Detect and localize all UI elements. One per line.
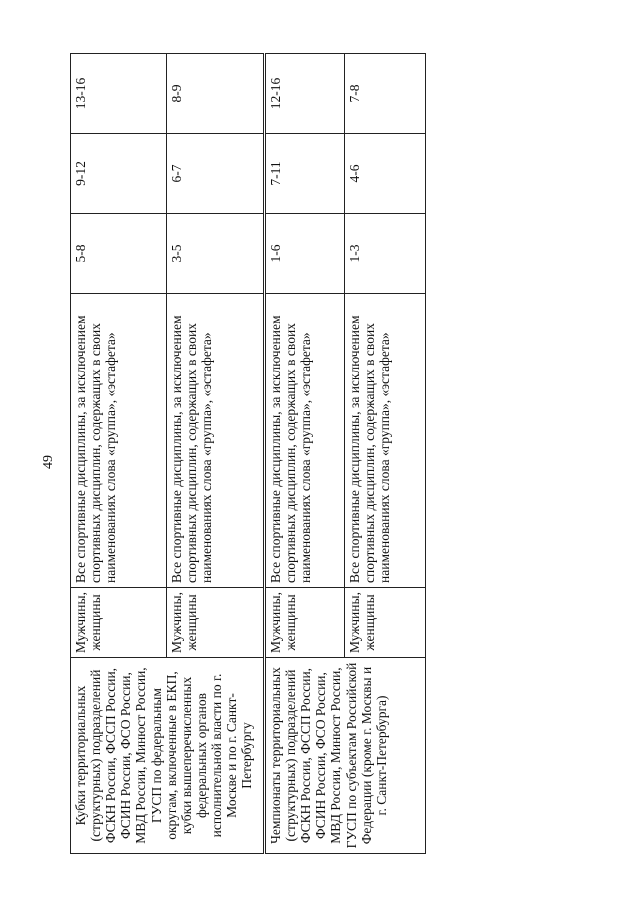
place-range-cell: 3-5 (167, 214, 265, 294)
table-row (71, 54, 167, 854)
gender-cell: Мужчины, женщины (167, 588, 265, 658)
discipline-cell: Все спортивные дисциплины, за исключением спортивных дисциплин, содержащих в своих наименованиях слова «группа», «эстафета» (167, 294, 265, 588)
event-cell: Чемпионаты территориальных (структурных) подразделений ФСКН России, ФССП России, ФСИН России, ФСО России, МВД России, Минюст России, ГУСП по субъектам Российской Федерации (кроме г. Москвы и г. Санкт-Петербурга) (265, 658, 426, 854)
event-cell: Кубки территориальных (структурных) подразделений ФСКН России, ФССП России, ФСИН России, ФСО России, МВД России, Минюст России, ГУСП по федеральным округам, включенные в ЕКП, кубки вышеперечисленных федеральных органов исполнительной власти по г. Москве и по г. Санкт-Петербургу (71, 658, 265, 854)
place-range-cell: 1-3 (345, 214, 426, 294)
classification-table (70, 53, 426, 854)
place-range-cell: 4-6 (345, 134, 426, 214)
page-number: 49 (41, 455, 56, 469)
place-range-cell: 1-6 (265, 214, 345, 294)
discipline-cell: Все спортивные дисциплины, за исключением спортивных дисциплин, содержащих в своих наименованиях слова «группа», «эстафета» (265, 294, 345, 588)
gender-cell: Мужчины, женщины (345, 588, 426, 658)
gender-cell: Мужчины, женщины (71, 588, 167, 658)
table-wrapper (70, 54, 425, 854)
place-range-cell: 6-7 (167, 134, 265, 214)
gender-cell: Мужчины, женщины (265, 588, 345, 658)
place-range-cell: 12-16 (265, 54, 345, 134)
place-range-cell: 7-11 (265, 134, 345, 214)
table-row (265, 54, 345, 854)
place-range-cell: 9-12 (71, 134, 167, 214)
discipline-cell: Все спортивные дисциплины, за исключением спортивных дисциплин, содержащих в своих наименованиях слова «группа», «эстафета» (71, 294, 167, 588)
place-range-cell: 13-16 (71, 54, 167, 134)
rotated-table-container (70, 54, 425, 854)
place-range-cell: 7-8 (345, 54, 426, 134)
discipline-cell: Все спортивные дисциплины, за исключением спортивных дисциплин, содержащих в своих наименованиях слова «группа», «эстафета» (345, 294, 426, 588)
place-range-cell: 8-9 (167, 54, 265, 134)
place-range-cell: 5-8 (71, 214, 167, 294)
